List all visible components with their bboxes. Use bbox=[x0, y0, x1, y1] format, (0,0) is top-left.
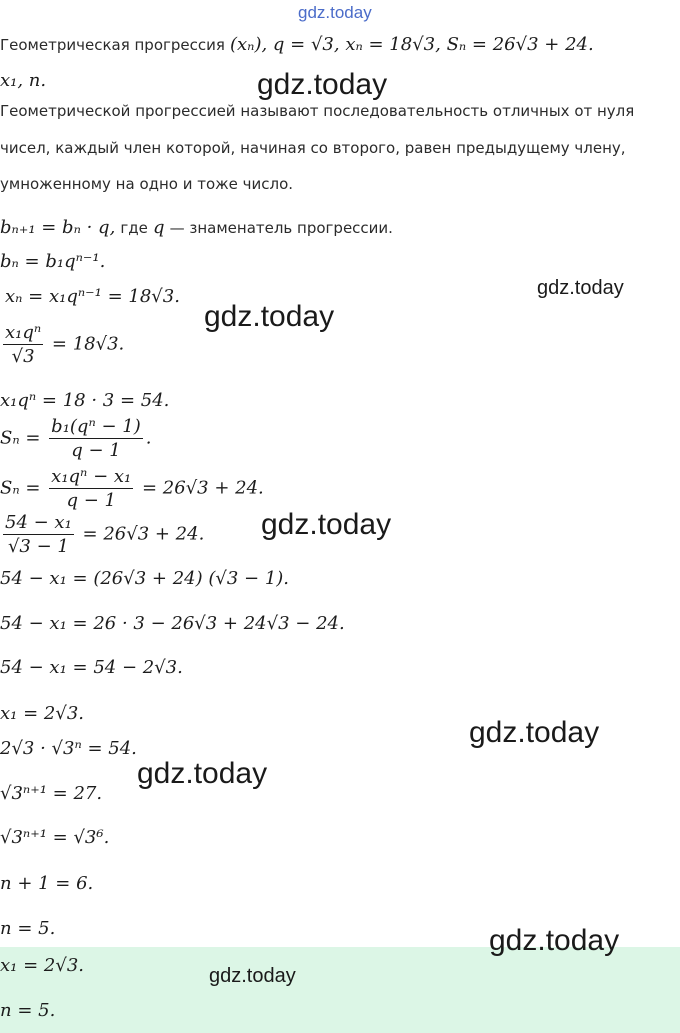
problem-text: Геометрическая прогрессия bbox=[0, 36, 225, 54]
watermark-2: gdz.today bbox=[537, 277, 624, 299]
sum-lhs-1: Sₙ = bbox=[0, 427, 41, 449]
fraction-2-numerator: b₁(qⁿ − 1) bbox=[51, 416, 141, 437]
step-fraction-1 bbox=[0, 322, 124, 367]
answer-x1: x₁ = 2√3. bbox=[0, 955, 84, 976]
sum-lhs-2: Sₙ = bbox=[0, 477, 41, 499]
fraction-1 bbox=[3, 322, 43, 367]
step-n: n = 5. bbox=[0, 918, 56, 939]
step-simplify: 54 − x₁ = 54 − 2√3. bbox=[0, 657, 183, 678]
step-expand-1: 54 − x₁ = (26√3 + 24) (√3 − 1). bbox=[0, 568, 290, 589]
watermark-7: gdz.today bbox=[489, 924, 620, 957]
step-general-term: bₙ = b₁qⁿ⁻¹. bbox=[0, 251, 106, 272]
answer-highlight bbox=[0, 947, 680, 1033]
fraction-1-rhs: = 18√3. bbox=[51, 333, 125, 355]
recurrence-text: где bbox=[120, 219, 148, 237]
step-x1: x₁ = 2√3. bbox=[0, 703, 84, 724]
definition-line-2: чисел, каждый член которой, начиная со второго, равен предыдущему члену, bbox=[0, 139, 626, 157]
definition-line-3: умноженному на одно и тоже число. bbox=[0, 175, 294, 193]
watermark-5: gdz.today bbox=[469, 716, 600, 749]
watermark-6: gdz.today bbox=[137, 757, 268, 790]
fraction-2-denominator: q − 1 bbox=[71, 440, 121, 461]
problem-statement bbox=[0, 34, 594, 55]
fraction-4-rhs: = 26√3 + 24. bbox=[82, 523, 205, 545]
fraction-3 bbox=[49, 466, 133, 511]
watermark-top: gdz.today bbox=[298, 3, 372, 22]
step-fraction-4 bbox=[0, 512, 204, 557]
definition-line-1: Геометрической прогрессией называют последовательность отличных от нуля bbox=[0, 102, 635, 120]
step-sum-formula: Sₙ = $\frac{\text{b₁(qⁿ − 1)}}{q - 1}$ . bbox=[0, 416, 152, 461]
step-expand-2: 54 − x₁ = 26 · 3 − 26√3 + 24√3 − 24. bbox=[0, 613, 345, 634]
step-n-plus-1: n + 1 = 6. bbox=[0, 873, 94, 894]
step-power-27: √3ⁿ⁺¹ = 27. bbox=[0, 783, 103, 804]
watermark-8: gdz.today bbox=[209, 965, 296, 987]
fraction-1-denominator: √3 bbox=[11, 346, 35, 367]
fraction-3-denominator: q − 1 bbox=[66, 490, 116, 511]
watermark-4: gdz.today bbox=[261, 508, 392, 541]
step-power-6: √3ⁿ⁺¹ = √3⁶. bbox=[0, 827, 110, 848]
fraction-4-denominator: √3 − 1 bbox=[7, 536, 69, 557]
fraction-3-rhs: = 26√3 + 24. bbox=[141, 477, 264, 499]
step-sum-substituted bbox=[0, 466, 264, 511]
step-power-eq: 2√3 · √3ⁿ = 54. bbox=[0, 738, 137, 759]
answer-n: n = 5. bbox=[0, 1000, 56, 1021]
ratio-description: — знаменатель прогрессии. bbox=[169, 219, 393, 237]
problem-find: x₁, n. bbox=[0, 70, 47, 91]
watermark-3: gdz.today bbox=[204, 300, 335, 333]
fraction-4-numerator: 54 − x₁ bbox=[5, 512, 72, 533]
problem-given: (xₙ), q = √3, xₙ = 18√3, Sₙ = 26√3 + 24. bbox=[229, 34, 594, 55]
fraction-2 bbox=[49, 416, 143, 461]
step-product: x₁qⁿ = 18 · 3 = 54. bbox=[0, 390, 170, 411]
fraction-3-numerator: x₁qⁿ − x₁ bbox=[51, 466, 132, 487]
ratio-symbol: q bbox=[152, 217, 165, 238]
step-nth-term: xₙ = x₁qⁿ⁻¹ = 18√3. bbox=[5, 286, 180, 307]
recurrence-formula bbox=[0, 217, 393, 238]
recurrence-math: bₙ₊₁ = bₙ · q, bbox=[0, 217, 116, 238]
fraction-1-numerator: x₁qⁿ bbox=[5, 322, 42, 343]
watermark-1: gdz.today bbox=[257, 68, 388, 101]
fraction-4 bbox=[3, 512, 74, 557]
